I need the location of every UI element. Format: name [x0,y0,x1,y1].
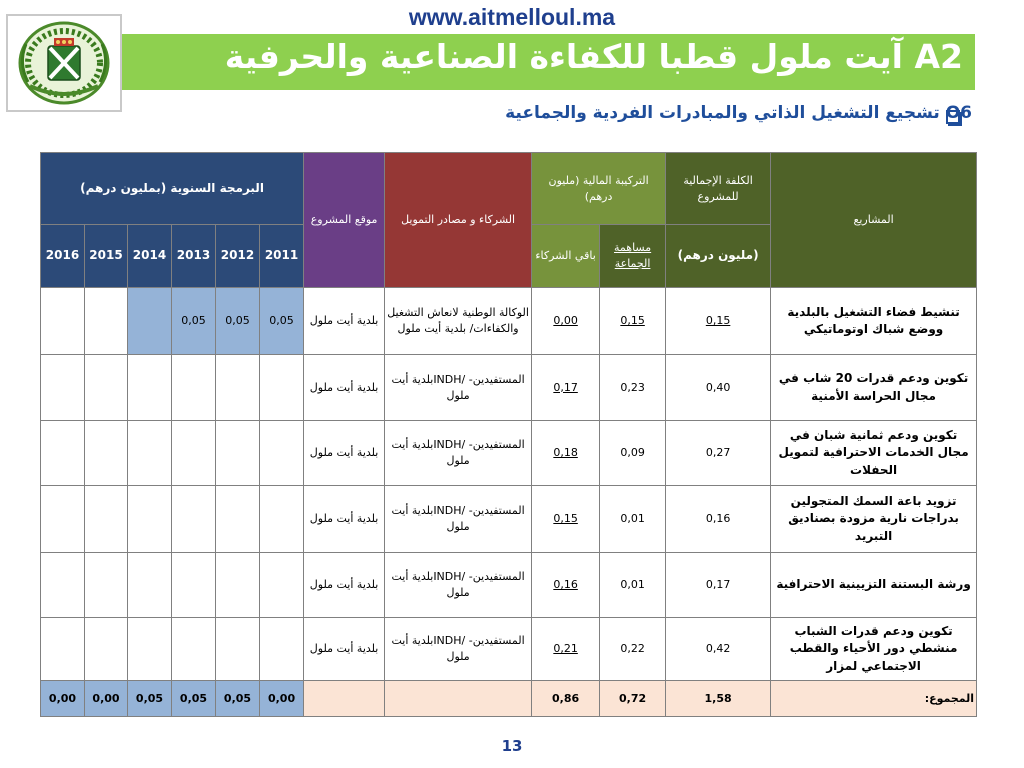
table-row [41,355,977,421]
year-cell [85,355,128,421]
total-year-cell: 0,00 [260,681,304,717]
table-row [41,553,977,618]
partners-cell: المستفيدين- /INDHبلدية أيت ملول [385,421,532,486]
year-cell [128,288,172,355]
partners-cell: المستفيدين- /INDHبلدية أيت ملول [385,355,532,421]
total-label: المجموع: [771,681,977,717]
header-year-2014: 2014 [128,225,172,288]
location-cell: بلدية أيت ملول [304,486,385,553]
year-cell [41,288,85,355]
total-cost-cell: 0,16 [666,486,771,553]
header-projects: المشاريع [771,153,977,288]
year-cell [172,618,216,681]
title-bar [122,34,975,90]
year-cell [260,618,304,681]
header-annual-programming: البرمجة السنوية (بمليون درهم) [41,153,304,225]
location-cell: بلدية أيت ملول [304,421,385,486]
total-partners-rest: 0,86 [532,681,600,717]
year-cell [216,618,260,681]
year-cell: 0,05 [216,288,260,355]
header-year-2016: 2016 [41,225,85,288]
year-cell [41,486,85,553]
year-cell [216,553,260,618]
partners-cell: المستفيدين- /INDHبلدية أيت ملول [385,553,532,618]
year-cell [260,486,304,553]
total-year-cell: 0,00 [41,681,85,717]
municipality-logo [6,14,122,112]
commune-share-cell: 0,09 [600,421,666,486]
project-name-cell: تكوين ودعم قدرات الشباب منشطي دور الأحياء والقطب الاجتماعي لمزار [771,618,977,681]
coat-of-arms-icon [8,16,120,110]
year-cell [85,553,128,618]
project-name-cell: تزويد باعة السمك المتجولين بدراجات نارية مزودة بصناديق التبريد [771,486,977,553]
header-financial-structure: التركيبة المالية (مليون درهم) [532,153,666,225]
year-cell [172,553,216,618]
year-cell [216,486,260,553]
project-name-cell: تكوين ودعم ثمانية شبان في مجال الخدمات الاحترافية لتمويل الحفلات [771,421,977,486]
partners-cell: الوكالة الوطنية لانعاش التشغيل والكفاءات/ بلدية أيت ملول [385,288,532,355]
header-partners-sources: الشركاء و مصادر التمويل [385,153,532,288]
year-cell: 0,05 [172,288,216,355]
partners-rest-cell: 0,00 [532,288,600,355]
commune-share-cell: 0,22 [600,618,666,681]
project-name-cell: تكوين ودعم قدرات 20 شاب في مجال الحراسة الأمنية [771,355,977,421]
table-row [41,618,977,681]
commune-share-cell: 0,01 [600,486,666,553]
commune-share-cell: 0,23 [600,355,666,421]
year-cell [41,553,85,618]
total-commune-share: 0,72 [600,681,666,717]
year-cell [172,421,216,486]
year-cell [128,553,172,618]
total-year-cell: 0,05 [172,681,216,717]
page-number: 13 [501,737,523,755]
partners-rest-cell: 0,15 [532,486,600,553]
total-cost-cell: 0,27 [666,421,771,486]
year-cell: 0,05 [260,288,304,355]
header-year-2011: 2011 [260,225,304,288]
website-url[interactable]: www.aitmelloul.ma [408,4,616,30]
commune-share-cell: 0,15 [600,288,666,355]
partners-rest-cell: 0,18 [532,421,600,486]
total-cost-cell: 0,15 [666,288,771,355]
total-cost-cell: 0,40 [666,355,771,421]
year-cell [85,421,128,486]
year-cell [41,355,85,421]
partners-cell: المستفيدين- /INDHبلدية أيت ملول [385,486,532,553]
year-cell [128,486,172,553]
header-total-cost-unit: (مليون درهم) [666,225,771,288]
partners-rest-cell: 0,21 [532,618,600,681]
header-year-2015: 2015 [85,225,128,288]
year-cell [216,355,260,421]
total-location-cell [304,681,385,717]
total-partners-cell [385,681,532,717]
year-cell [85,486,128,553]
total-row [41,681,977,717]
partners-cell: المستفيدين- /INDHبلدية أيت ملول [385,618,532,681]
total-cost-cell: 0,17 [666,553,771,618]
total-year-cell: 0,05 [216,681,260,717]
year-cell [128,618,172,681]
commune-share-cell: 0,01 [600,553,666,618]
location-cell: بلدية أيت ملول [304,553,385,618]
year-cell [85,288,128,355]
year-cell [260,355,304,421]
year-cell [128,355,172,421]
subtitle-row [505,103,972,123]
year-cell [128,421,172,486]
table-row [41,288,977,355]
header-year-2012: 2012 [216,225,260,288]
project-name-cell: ورشة البستنة التزيينية الاحترافية [771,553,977,618]
projects-table [40,152,977,717]
location-cell: بلدية أيت ملول [304,288,385,355]
project-name-cell: تنشيط فضاء التشغيل بالبلدية ووضع شباك اوتوماتيكي [771,288,977,355]
header-location: موقع المشروع [304,153,385,288]
table-row [41,421,977,486]
total-year-cell: 0,00 [85,681,128,717]
total-cost-cell: 0,42 [666,618,771,681]
partners-rest-cell: 0,16 [532,553,600,618]
year-cell [216,421,260,486]
total-cost-sum: 1,58 [666,681,771,717]
header-partners-rest: باقي الشركاء [532,225,600,288]
year-cell [41,421,85,486]
location-cell: بلدية أيت ملول [304,355,385,421]
year-cell [172,486,216,553]
header-commune-share: مساهمة الجماعة [600,225,666,288]
year-cell [85,618,128,681]
header-total-cost: الكلفة الإجمالية للمشروع [666,153,771,225]
slide-title: A2 آيت ملول قطبا للكفاءة الصناعية والحرفية [224,37,963,76]
partners-rest-cell: 0,17 [532,355,600,421]
year-cell [260,553,304,618]
slide-subtitle: O6 تشجيع التشغيل الذاتي والمبادرات الفردية والجماعية [505,103,972,123]
year-cell [260,421,304,486]
year-cell [172,355,216,421]
total-year-cell: 0,05 [128,681,172,717]
header-year-2013: 2013 [172,225,216,288]
table-row [41,486,977,553]
year-cell [41,618,85,681]
location-cell: بلدية أيت ملول [304,618,385,681]
